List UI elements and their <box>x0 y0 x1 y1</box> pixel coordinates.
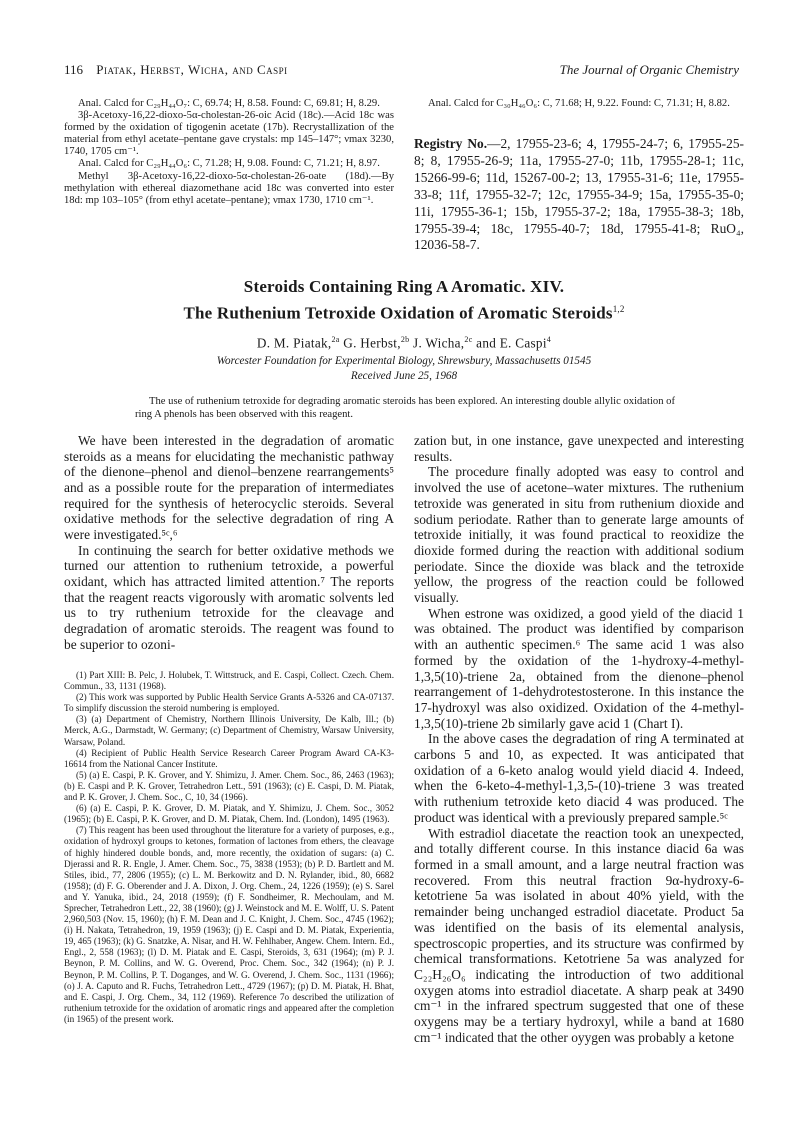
author-footnote-mark: 2c <box>464 334 473 344</box>
author-footnote-mark: 2a <box>331 334 340 344</box>
registry-text: —2, 17955-23-6; 4, 17955-24-7; 6, 17955-25-8; 8, 17955-26-9; 11a, 17955-27-0; 11b, 17955-28-1; 11c, 15266-99-6; 11d, 15267-00-2; 13, 17955-31-6; 11e, 17955-33-8; 11f, 17955-32-7; 12c, 17955-34-9; 15a, 17955-35-0; 11i, 17955-36-1; 15b, 17955-37-2; 18a, 17955-38-3; 18b, 17955-39-4; 18c, 17955-40-7; 18d, 17955-41-8; RuO₄, 12036-58-7. <box>414 136 744 253</box>
experimental-right-column <box>414 98 744 110</box>
affiliation: Worcester Foundation for Experimental Biology, Shrewsbury, Massachusetts 01545 <box>216 355 592 368</box>
body-paragraph: In continuing the search for better oxidative methods we turned our attention to ruthenium tetroxide, a powerful oxidant, which has attracted limited attention.⁷ The reports that the reagent reacts vigorously with aromatic solvents led us to try ruthenium tetroxide for the cleavage and degradation of aromatic steroids. The reagent was found to be superior to ozoni- <box>64 542 394 652</box>
author-footnote-mark: 4 <box>546 334 552 344</box>
footnote: (3) (a) Department of Chemistry, Northern Illinois University, De Kalb, Ill.; (b) Merck, A.G., Darmstadt, W. Germany; (c) Department of Chemistry, Warsaw University, Warsaw, Poland. <box>64 714 394 747</box>
author-footnote-mark: 2b <box>400 334 410 344</box>
author-list <box>64 335 744 351</box>
body-paragraph: In the above cases the degradation of ring A terminated at carbons 5 and 10, as expected. It was anticipated that oxidation of a 6-keto analog would yield diacid 4. Indeed, when the 6-keto-4-methyl-1,3,5-(10)-triene 3 was treated with ruthenium tetroxide keto diacid 4 was produced. The product was identical with a previously prepared sample.⁵ᶜ <box>414 731 744 825</box>
article-title-line-2 <box>64 299 744 324</box>
running-head <box>64 62 739 80</box>
body-right-column <box>414 433 744 1045</box>
footnote: (5) (a) E. Caspi, P. K. Grover, and Y. Shimizu, J. Amer. Chem. Soc., 86, 2463 (1963); (b) E. Caspi and P. K. Grover, Tetrahedron Lett., 591 (1963); (c) E. Caspi, D. M. Piatak, and P. K. Grover, J. Chem. Soc., C, 10, 34 (1966). <box>64 769 394 803</box>
experimental-paragraph: 3β-Acetoxy-16,22-dioxo-5α-cholestan-26-oic Acid (18c).—Acid 18c was formed by the oxidation of tigogenin acetate (17b). Recrystallization of the material from ethyl acetate–pentane gave crystals: mp 145–147°; νmax 3230, 1740, 1705 cm⁻¹. <box>64 110 394 158</box>
running-head-left <box>64 62 298 80</box>
author-name: J. Wicha, <box>409 335 465 351</box>
abstract: The use of ruthenium tetroxide for degrading aromatic steroids has been explored. An interesting double allylic oxidation of ring A phenols has been observed with this reagent. <box>135 396 675 420</box>
experimental-left-column <box>64 98 394 207</box>
footnote: (1) Part XIII: B. Pelc, J. Holubek, T. Wittstruck, and E. Caspi, Collect. Czech. Chem. Commun., 33, 1131 (1968). <box>64 670 394 692</box>
body-paragraph: With estradiol diacetate the reaction took an unexpected, and totally different course. In this instance diacid 6a was formed in a small amount, and a large neutral fraction was recovered. From this neutral fraction 9α-hydroxy-6-ketotriene 5a was isolated in about 40% yield, with the remainder being unchanged estradiol diacetate. Product 5a was identified on the basis of its elemental analysis, spectroscopic properties, and its structure was confirmed by chemical transformations. Ketotriene 5a was analyzed for C₂₂H₂₆O₆ indicating the introduction of two additional oxygen atoms into estradiol diacetate. A sharp peak at 3490 cm⁻¹ in the infrared spectrum suggested that one of these oxygens may be a tertiary hydroxyl, while a band at 1680 cm⁻¹ indicated that the other oyygen was probably a ketone <box>414 825 744 1045</box>
title-footnote-mark: 1,2 <box>612 304 625 314</box>
footnote: (4) Recipient of Public Health Service Research Career Program Award CA-K3-16614 from the National Cancer Institute. <box>64 747 394 769</box>
running-head-authors: Piatak, Herbst, Wicha, and Caspi <box>96 62 288 77</box>
experimental-paragraph: Anal. Calcd for C₂₉H₄₄O₇: C, 69.74; H, 8.58. Found: C, 69.81; H, 8.29. <box>78 98 380 109</box>
author-name: and E. Caspi <box>472 335 547 351</box>
article-header <box>64 276 744 382</box>
article-title-line-1: Steroids Containing Ring A Aromatic. XIV. <box>243 277 565 296</box>
body-paragraph: When estrone was oxidized, a good yield of the diacid 1 was obtained. The product was identified by comparison with an authentic specimen.⁶ The same acid 1 was also formed by the oxidation of the 1-hydroxy-4-methyl-1,3,5(10)-triene 2a, obtained from the dienone–phenol rearrangement of 1-dehydrotestosterone. In this instance the 17-hydroxyl was also oxidized. Oxidation of the 4-methyl-1,3,5(10)-triene 2b similarly gave acid 1 (Chart I). <box>414 605 744 731</box>
footnote: (6) (a) E. Caspi, P. K. Grover, D. M. Piatak, and Y. Shimizu, J. Chem. Soc., 3052 (1965); (b) E. Caspi, P. K. Grover, and D. M. Piatak, Chem. Ind. (London), 1495 (1963). <box>64 803 394 825</box>
body-paragraph: The procedure finally adopted was easy to control and involved the use of acetone–water mixtures. The ruthenium tetroxide was generated in situ from ruthenium dioxide and sodium periodate. Rather than to generate large amounts of tetroxide initially, it was found practical to reoxidize the dioxide formed during the reaction with additional sodium periodate. Since the dioxide was black and the tetroxide yellow, the progress of the reaction could be followed visually. <box>414 464 744 606</box>
author-name: G. Herbst, <box>339 335 401 351</box>
footnote: (7) This reagent has been used throughout the literature for a variety of purposes, e.g., oxidation of hydroxyl groups to ketones, formation of lactones from ethers, the cleavage of highly hindered double bonds, and, more recently, the oxidation of sugars: (a) C. Djerassi and R. R. Engle, J. Amer. Chem. Soc., 75, 3838 (1953); (b) P. D. Bartlett and M. Stiles, ibid., 77, 2806 (1955); (c) L. M. Berkowitz and D. N. Rylander, ibid., 80, 6682 (1958); (d) F. G. Oberender and J. A. Dixon, J. Org. Chem., 24, 1226 (1959); (e) S. Sarel and Y. Yanuka, ibid., 24, 2018 (1959); (f) F. Sondheimer, R. Mechoulam, and M. Sprecher, Tetrahedron Lett., 22, 38 (1960); (g) J. Weinstock and M. E. Wolff, U. S. Patent 2,960,503 (Nov. 15, 1960); (h) F. M. Dean and J. C. Knight, J. Chem. Soc., 4745 (1962); (i) H. Nakata, Tetrahedron, 19, 1959 (1963); (j) E. Caspi and D. M. Piatak, Experientia, 19, 465 (1963); (k) G. Snatzke, A. Nisar, and H. W. Fehlhaber, Angew. Chem. Intern. Ed., Engl., 2, 558 (1963); (l) D. M. Piatak and E. Caspi, Steroids, 3, 631 (1964); (m) P. J. Beynon, P. M. Collins, and W. G. Overend, Proc. Chem. Soc., 342 (1964); (n) P. J. Beynon, P. M. Collins, P. T. Doganges, and W. G. Overend, J. Chem. Soc., 1131 (1966); (o) J. A. Caputo and R. Fuchs, Tetrahedron Lett., 4729 (1967); (p) D. M. Piatak, H. Bhat, and E. Caspi, J. Org. Chem., 34, 112 (1969). Reference 7o described the utilization of ruthenium tetroxide for the oxidation of aromatic rings and appeared after the completion (in 1965) of the present work. <box>64 825 394 1024</box>
body-paragraph: zation but, in one instance, gave unexpected and interesting results. <box>414 433 744 464</box>
received-date: Received June 25, 1968 <box>350 370 458 383</box>
registry-numbers <box>414 136 744 254</box>
body-paragraph: We have been interested in the degradation of aromatic steroids as a means for elucidating the mechanistic pathway of the dienone–phenol and dienol–benzene rearrangements⁵ and as a possible route for the preparation of intermediates required for the synthesis of heterocyclic steroids. Several oxidative methods for the selective degradation of ring A were investigated.⁵ᶜ,⁶ <box>64 433 394 542</box>
experimental-paragraph: Anal. Calcd for C₃₀H₄₆O₆: C, 71.68; H, 9.22. Found: C, 71.31; H, 8.82. <box>428 98 730 109</box>
article-title-text: The Ruthenium Tetroxide Oxidation of Aromatic Steroids <box>183 303 613 323</box>
experimental-paragraph: Anal. Calcd for C₂₉H₄₄O₆: C, 71.28; H, 9.08. Found: C, 71.21; H, 8.97. <box>78 158 380 170</box>
footnotes <box>64 670 394 1025</box>
journal-name: The Journal of Organic Chemistry <box>559 62 739 77</box>
page-number: 116 <box>64 62 84 77</box>
registry-label: Registry No. <box>414 136 488 151</box>
experimental-paragraph: Methyl 3β-Acetoxy-16,22-dioxo-5α-cholestan-26-oate (18d).—By methylation with ethereal diazomethane acid 18c was converted into ester 18d: mp 103–105° (from ethyl acetate–pentane); νmax 1730, 1710 cm⁻¹. <box>64 170 394 206</box>
body-left-column <box>64 433 394 652</box>
author-name: D. M. Piatak, <box>256 335 332 351</box>
footnote: (2) This work was supported by Public Health Service Grants A-5326 and CA-07137. To simplify discussion the steroid numbering is employed. <box>64 692 394 714</box>
